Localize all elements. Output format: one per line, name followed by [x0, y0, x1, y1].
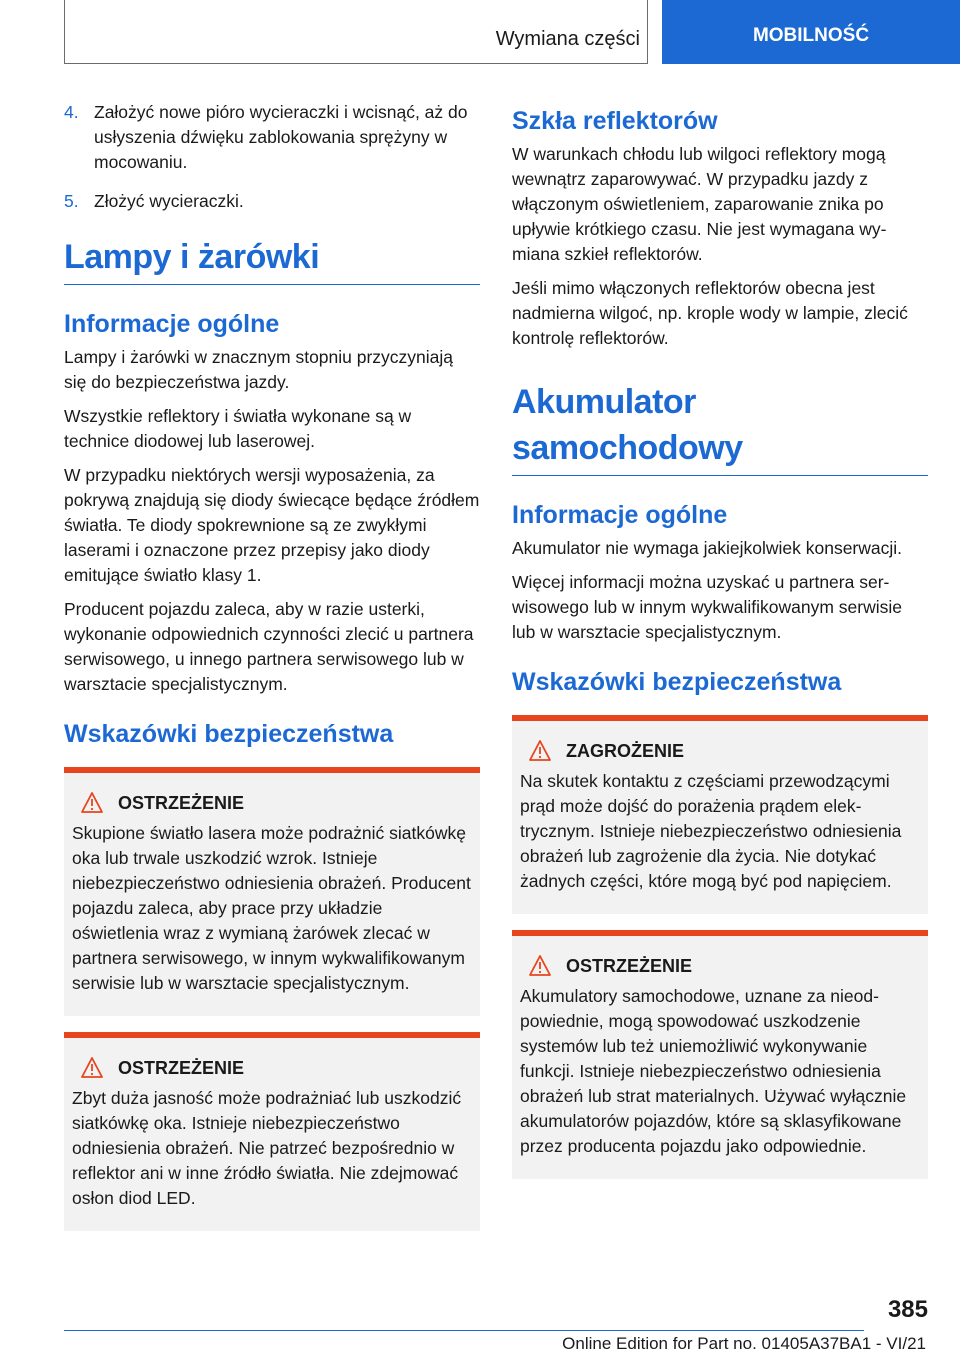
- header-section-title: Wymiana części: [495, 28, 640, 50]
- paragraph: Więcej informacji można uzyskać u partnera serwisowego lub w innym wykwalifikowanym serwisie lub w warsztacie specjalistycznym.: [512, 572, 902, 642]
- warning-triangle-icon: [72, 791, 112, 815]
- section-heading-lamps: Lampy i żarówki: [64, 234, 480, 285]
- info-heading: Informacje ogólne: [64, 310, 280, 338]
- safety-heading: Wskazówki bezpieczeństwa: [64, 720, 394, 748]
- warning-text: Skupione światło lasera może podrażnić siatkówkę oka lub trwale uszkodzić wzrok. Istnieje niebezpieczeństwo odniesienia obrażeń. Producent pojazdu zaleca, aby prace przy układzie oświetlenia wraz z wymianą żarówek zlecać w partnera serwisowego, w innym wykwalifikowanym serwisie lub w warsztacie specjalistycznym.: [72, 823, 471, 993]
- warning-title: [72, 1056, 472, 1080]
- step-number: 4.: [64, 102, 79, 122]
- page-number: 385: [887, 1296, 928, 1323]
- warning-label: OSTRZEŻENIE: [118, 1057, 245, 1078]
- header-chapter-tab[interactable]: MOBILNOŚĆ: [662, 0, 960, 64]
- warning-triangle-icon: [520, 739, 560, 763]
- warning-box: [64, 1032, 480, 1231]
- warning-title: [72, 791, 472, 815]
- paragraph: Lampy i żarówki w znacznym stopniu przyczyniają się do bezpieczeństwa jazdy.: [64, 347, 454, 392]
- footer-divider: [64, 1330, 864, 1331]
- warning-box: [64, 767, 480, 1016]
- paragraph: Akumulator nie wymaga jakiejkolwiek konserwacji.: [512, 538, 903, 558]
- warning-label: OSTRZEŻENIE: [118, 792, 245, 813]
- step-text: Złożyć wycieraczki.: [94, 191, 244, 211]
- step-text: Założyć nowe pióro wycieraczki i wcisnąć, aż do usłyszenia dźwięku zablokowania sprężyny w mocowaniu.: [94, 102, 468, 172]
- warning-title: [520, 954, 920, 978]
- step-list: [64, 100, 480, 214]
- danger-box: [512, 715, 928, 914]
- paragraph: Jeśli mimo włączonych reflektorów obecna jest nadmierna wilgoć, np. krople wody w lampie, zlecić kontrolę reflektorów.: [512, 278, 908, 348]
- right-column: [512, 104, 928, 1195]
- warning-text: Na skutek kontaktu z częściami przewodzącymi prąd może dojść do porażenia prądem elektrycznym. Istnieje niebezpieczeństwo odniesienia obrażeń lub zagrożenie dla życia. Nie dotykać żadnych części, które mogą być pod napięciem.: [520, 771, 902, 891]
- warning-text: Zbyt duża jasność może podrażniać lub uszkodzić siatkówkę oka. Istnieje niebezpieczeństwo odniesienia obrażeń. Nie patrzeć bezpośrednio w reflektor ani w inne źródło światła. Nie zdejmować osłon diod LED.: [72, 1088, 462, 1208]
- safety-heading: Wskazówki bezpieczeństwa: [512, 668, 842, 696]
- warning-title: [520, 739, 920, 763]
- warning-triangle-icon: [72, 1056, 112, 1080]
- section-heading-battery: Akumulator samochodowy: [512, 379, 928, 476]
- paragraph: W warunkach chłodu lub wilgoci reflektory mogą wewnątrz zaparowywać. W przypadku jazdy z włączonym oświetleniem, zaparowanie znika po upływie krótkiego czasu. Nie jest wymagana wymiana szkieł reflektorów.: [512, 144, 887, 264]
- left-column: [64, 100, 480, 1247]
- info-heading: Informacje ogólne: [512, 501, 728, 529]
- warning-triangle-icon: [520, 954, 560, 978]
- list-item: [64, 189, 480, 214]
- warning-box: [512, 930, 928, 1179]
- warning-text: Akumulatory samochodowe, uznane za nieodpowiednie, mogą spowodować uszkodzenie systemów lub też uniemożliwić wykonywanie funkcji. Istnieje niebezpieczeństwo odniesienia obrażeń lub strat materialnych. Używać wyłącznie akumulatorów pojazdów, które są sklasyfikowane przez producenta pojazdu jako odpowiednie.: [520, 986, 907, 1156]
- warning-label: OSTRZEŻENIE: [566, 955, 693, 976]
- paragraph: W przypadku niektórych wersji wyposażenia, za pokrywą znajdują się diody świecące będące źródłem światła. Te diody spokrewnione są ze zwykłymi laserami i oznaczone przez przepisy jako diody emitujące światło klasy 1.: [64, 465, 480, 585]
- warning-label: ZAGROŻENIE: [566, 740, 685, 761]
- list-item: [64, 100, 480, 175]
- glass-heading: Szkła reflektorów: [512, 107, 718, 135]
- footer-edition: Online Edition for Part no. 01405A37BA1 - VI/21: [562, 1334, 926, 1353]
- paragraph: Producent pojazdu zaleca, aby w razie usterki, wykonanie odpowiednich czynności zlecić u partnera serwisowego, u innego partnera serwisowego lub w warsztacie specjalistycznym.: [64, 599, 474, 694]
- step-number: 5.: [64, 191, 79, 211]
- paragraph: Wszystkie reflektory i światła wykonane są w technice diodowej lub laserowej.: [64, 406, 412, 451]
